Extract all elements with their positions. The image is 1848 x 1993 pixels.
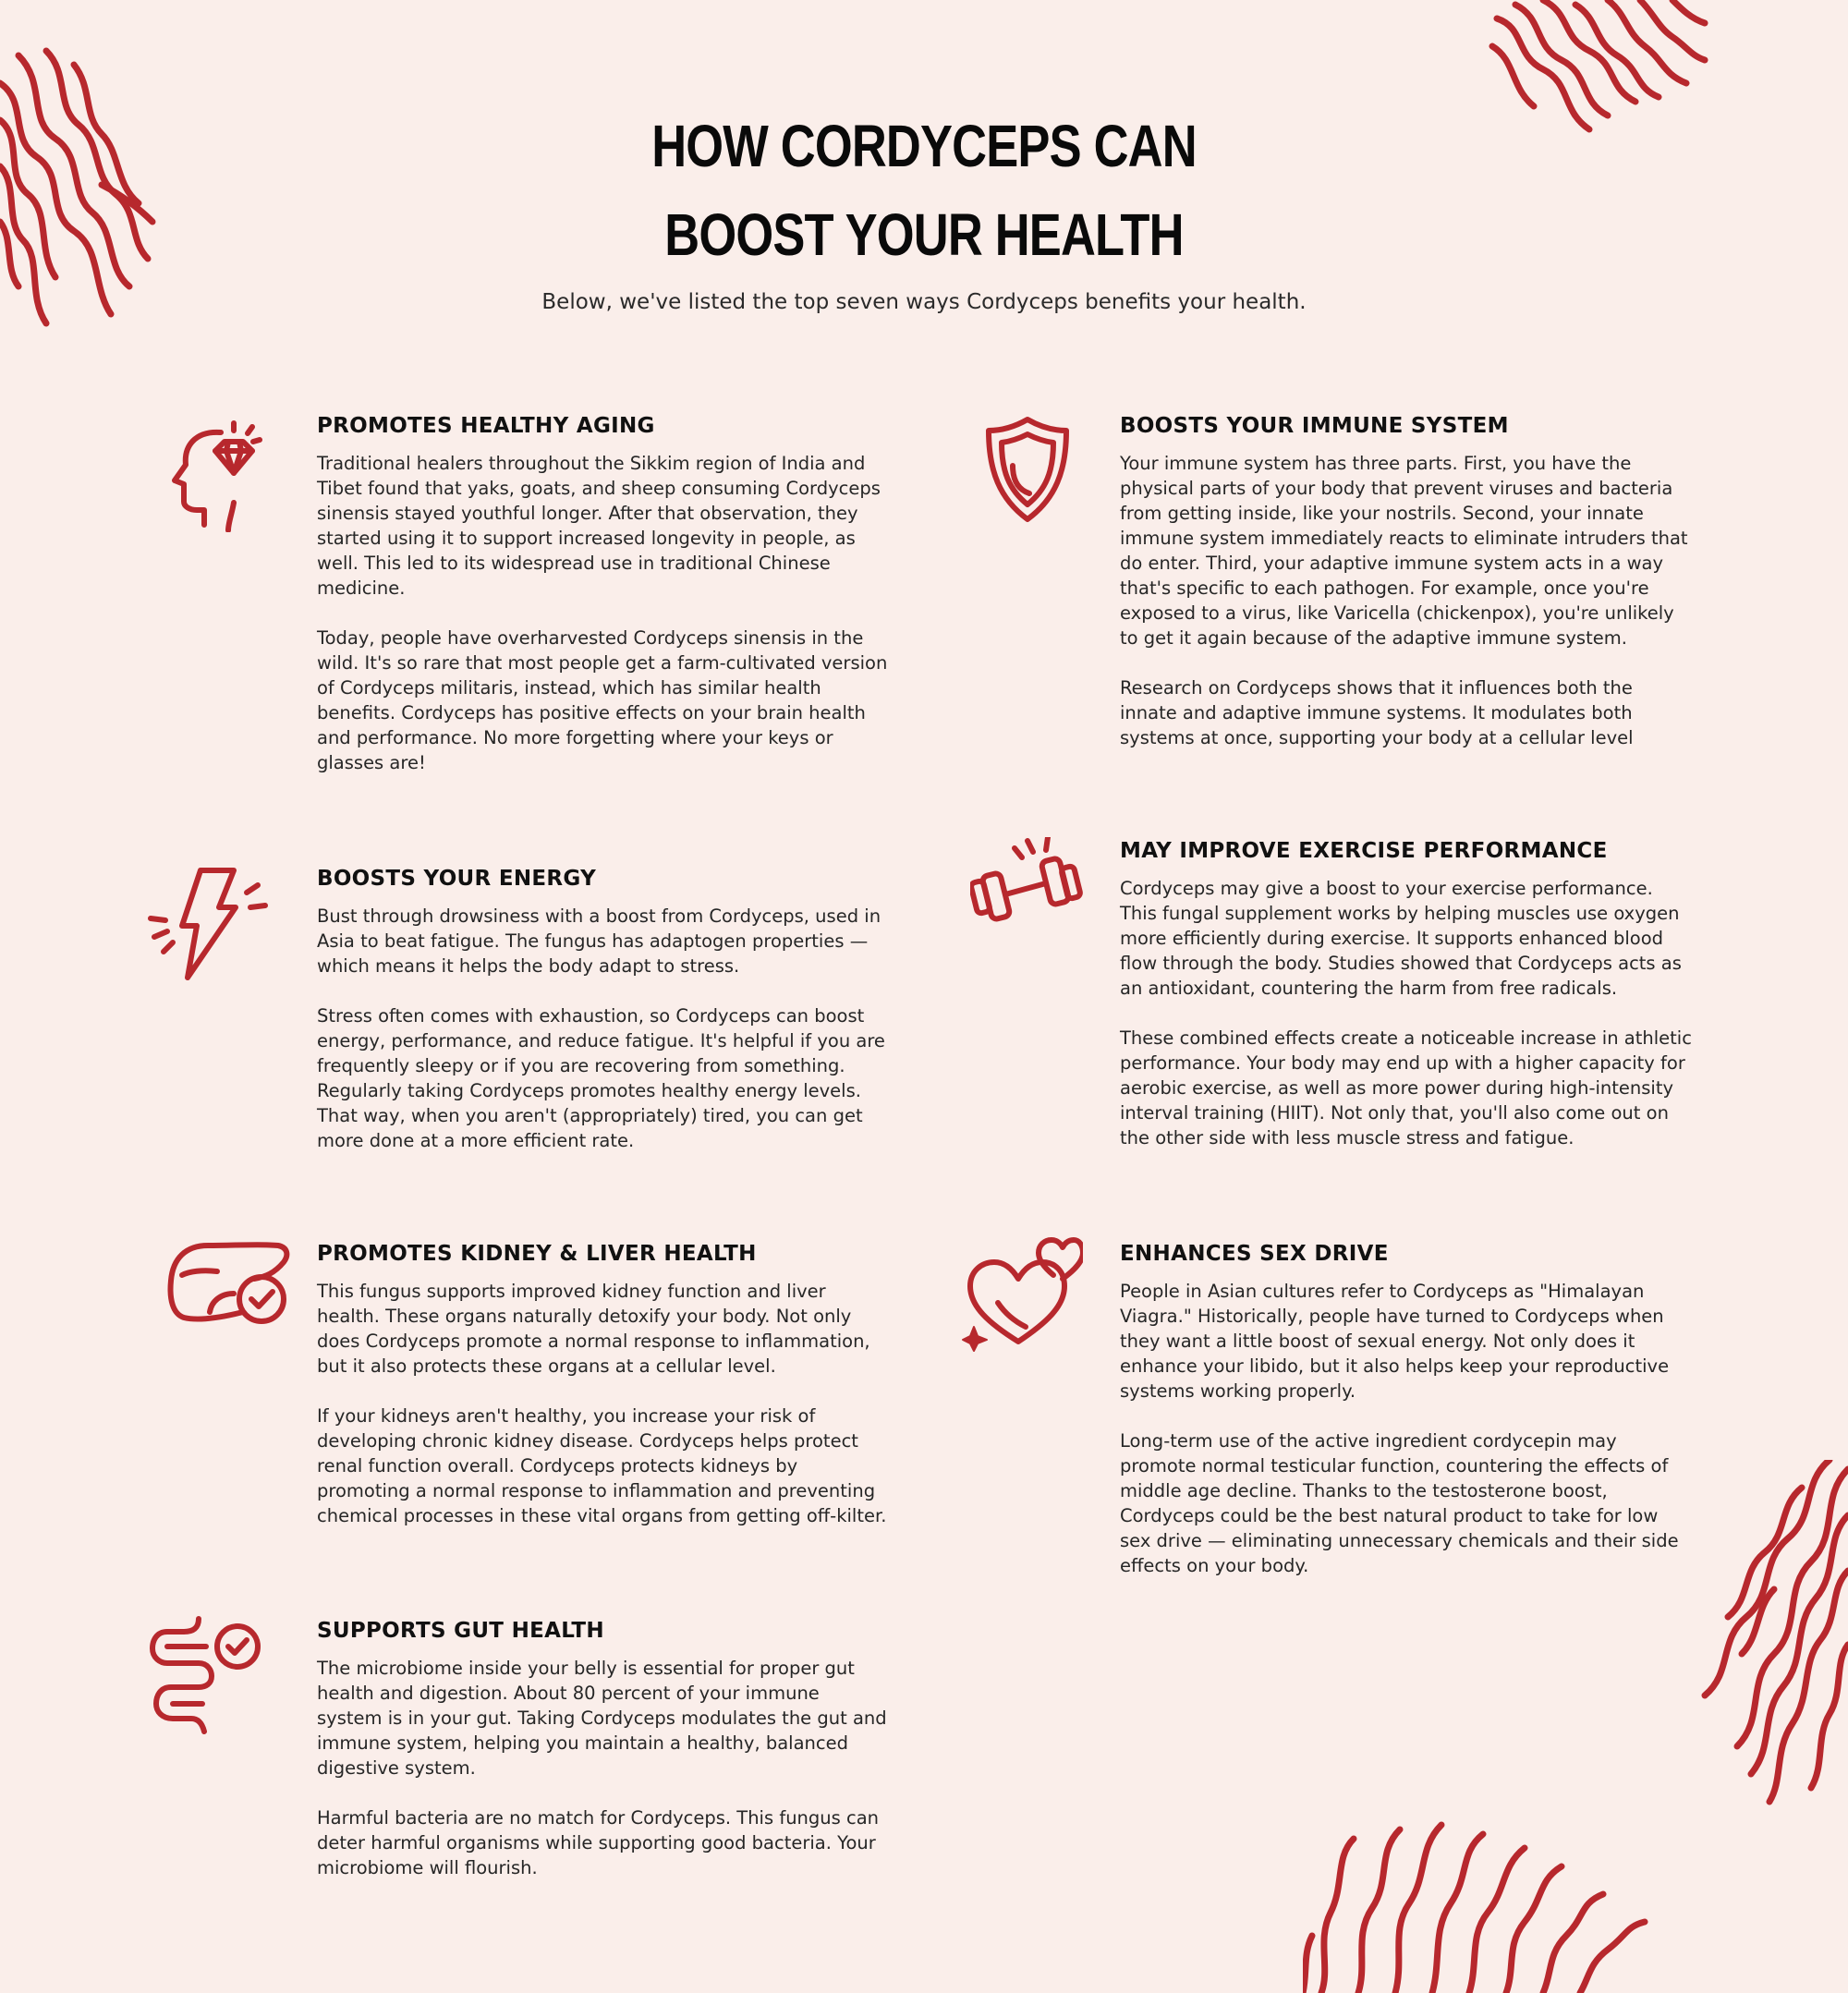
benefit-paragraph: Traditional healers throughout the Sikkim region of India and Tibet found that yaks, goats, and sheep consuming Cordyceps sinensis stayed youthful longer. After that observation, they started using it to support increased longevity in people, as well. This led to its widespread use in traditional Chinese medicine.: [317, 453, 881, 599]
benefit-paragraph: Stress often comes with exhaustion, so Cordyceps can boost energy, performance, and reduce fatigue. It's helpful if you are frequently sleepy or if you are recovering from something. Regularly taking Cordyceps promotes healthy energy levels. That way, when you aren't (appropriately) tired, you can get more done at a more efficient rate.: [317, 1005, 885, 1151]
benefit-paragraph: Research on Cordyceps shows that it influences both the innate and adaptive immune systems. It modulates both systems at once, supporting your body at a cellular level: [1120, 677, 1634, 748]
benefit-paragraph: People in Asian cultures refer to Cordyceps as "Himalayan Viagra." Historically, people have turned to Cordyceps when they want a little boost of sexual energy. Not only does it enhance your libido, but it also helps keep your reproductive systems working properly.: [1120, 1281, 1670, 1402]
benefit-paragraph: If your kidneys aren't healthy, you increase your risk of developing chronic kidney disease. Cordyceps helps protect renal function overall. Cordyceps protects kidneys by promoting a normal response to inflammation and preventing chemical processes in these vital organs from getting off-kilter.: [317, 1405, 887, 1526]
title-line-2: BOOST YOUR HEALTH: [664, 201, 1184, 268]
benefit-title: PROMOTES KIDNEY & LIVER HEALTH: [317, 1242, 757, 1266]
benefit-sex-drive: [1120, 1242, 1693, 1603]
benefit-exercise-performance: [1120, 839, 1693, 1175]
page-title: [166, 102, 1682, 279]
benefit-title: MAY IMPROVE EXERCISE PERFORMANCE: [1120, 839, 1608, 863]
hearts-icon: [961, 1234, 1083, 1353]
decorative-pattern-right: [1691, 1460, 1848, 1811]
dumbbell-icon: [970, 837, 1087, 930]
lightning-bolt-icon: [145, 865, 274, 981]
intestine-check-icon: [147, 1615, 267, 1735]
title-line-1: HOW CORDYCEPS CAN: [651, 113, 1197, 179]
benefit-title: PROMOTES HEALTHY AGING: [317, 414, 655, 438]
benefit-paragraph: Harmful bacteria are no match for Cordyceps. This fungus can deter harmful organisms while supporting good bacteria. Your microbiome will flourish.: [317, 1807, 880, 1878]
decorative-pattern-bottom: [1303, 1820, 1654, 1993]
benefit-title: BOOSTS YOUR ENERGY: [317, 867, 597, 891]
benefit-gut-health: [317, 1619, 890, 1905]
benefit-kidney-liver: [317, 1242, 890, 1553]
benefit-title: ENHANCES SEX DRIVE: [1120, 1242, 1389, 1266]
benefit-paragraph: Long-term use of the active ingredient cordycepin may promote normal testicular function, countering the effects of middle age decline. Thanks to the testosterone boost, Cordyceps could be the best natural product to take for low sex drive — eliminating unnecessary chemicals and their side effects on your body.: [1120, 1430, 1679, 1576]
benefit-healthy-aging: [317, 414, 890, 800]
benefit-immune-system: [1120, 414, 1693, 775]
benefit-paragraph: This fungus supports improved kidney function and liver health. These organs naturally detoxify your body. Not only does Cordyceps promote a normal response to inflammation, but it also protects these organs at a cellular level.: [317, 1281, 870, 1377]
page-subtitle: Below, we've listed the top seven ways Cordyceps benefits your health.: [541, 290, 1307, 314]
liver-check-icon: [165, 1238, 295, 1331]
shield-icon: [981, 414, 1074, 525]
benefit-paragraph: The microbiome inside your belly is essential for proper gut health and digestion. About 80 percent of your immune system is in your gut. Taking Cordyceps modulates the gut and immune system, helping you maintain a healthy, balanced digestive system.: [317, 1658, 887, 1779]
benefit-energy: [317, 867, 890, 1178]
benefit-paragraph: Today, people have overharvested Cordyceps sinensis in the wild. It's so rare that most people get a farm-cultivated version of Cordyceps militaris, instead, which has similar health benefits. Cordyceps has positive effects on your brain health and performance. No more forgetting where your keys or glasses are!: [317, 627, 888, 773]
benefit-title: SUPPORTS GUT HEALTH: [317, 1619, 604, 1643]
benefit-paragraph: Cordyceps may give a boost to your exercise performance. This fungal supplement works by helping muscles use oxygen more efficiently during exercise. It supports enhanced blood flow through the body. Studies showed that Cordyceps acts as an antioxidant, countering the harm from free radicals.: [1120, 878, 1682, 999]
benefit-title: BOOSTS YOUR IMMUNE SYSTEM: [1120, 414, 1509, 438]
benefit-paragraph: These combined effects create a noticeable increase in athletic performance. Your body may end up with a higher capacity for aerobic exercise, as well as more power during high-intensity interval training (HIIT). Not only that, you'll also come out on the other side with less muscle stress and fatigue.: [1120, 1027, 1692, 1148]
benefit-paragraph: Bust through drowsiness with a boost from Cordyceps, used in Asia to beat fatigue. The fungus has adaptogen properties — which means it helps the body adapt to stress.: [317, 905, 881, 977]
head-diamond-icon: [167, 414, 278, 532]
benefit-paragraph: Your immune system has three parts. First, you have the physical parts of your body that prevent viruses and bacteria from getting inside, like your nostrils. Second, your innate immune system immediately reacts to eliminate intruders that do enter. Third, your adaptive immune system acts in a way that's specific to each pathogen. For example, once you're exposed to a virus, like Varicella (chickenpox), you're unlikely to get it again because of the adaptive immune system.: [1120, 453, 1688, 649]
